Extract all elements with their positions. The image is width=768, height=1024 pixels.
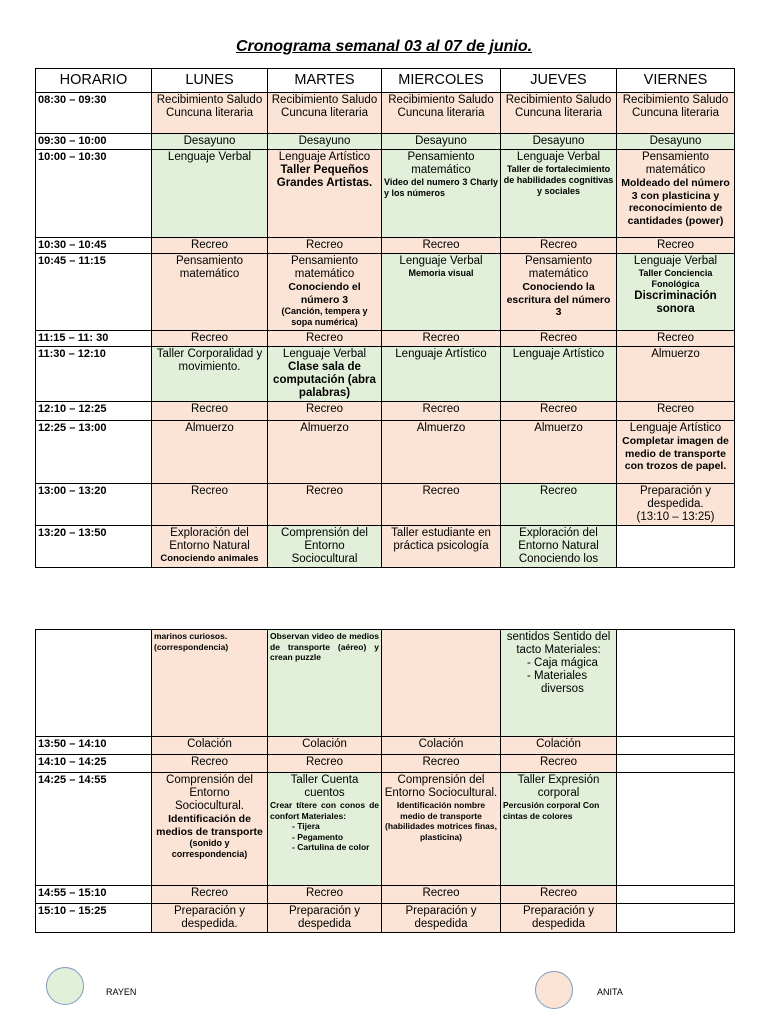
cell-viernes xyxy=(617,526,735,568)
cell-jueves: Recreo xyxy=(501,886,617,904)
cell-martes: Desayuno xyxy=(268,134,382,150)
cell-miercoles: Recreo xyxy=(382,238,501,254)
cell-lunes: Colación xyxy=(152,737,268,755)
legend-rayen-swatch xyxy=(46,967,84,1005)
cell-jueves: Pensamiento matemático Conociendo la escritura del número 3 xyxy=(501,254,617,331)
cell-miercoles: Taller estudiante en práctica psicología xyxy=(382,526,501,568)
cell-viernes: Recreo xyxy=(617,238,735,254)
cell-jueves: Colación xyxy=(501,737,617,755)
cell-lunes: Recreo xyxy=(152,331,268,347)
cell-lunes: Preparación y despedida. xyxy=(152,904,268,933)
cell-martes: Lenguaje Verbal Clase sala de computación (abra palabras) xyxy=(268,347,382,402)
header-row xyxy=(36,69,735,93)
time-cell: 13:20 – 13:50 xyxy=(36,526,152,568)
time-cell xyxy=(36,630,152,737)
cell-viernes xyxy=(617,904,735,933)
table-row xyxy=(36,402,735,421)
cell-miercoles: Pensamiento matemático Video del numero 3 Charly y los números xyxy=(382,150,501,238)
materials-list xyxy=(270,821,379,853)
cell-jueves: Exploración del Entorno Natural Conociendo los xyxy=(501,526,617,568)
cell-lunes: Lenguaje Verbal xyxy=(152,150,268,238)
cell-jueves: Almuerzo xyxy=(501,421,617,484)
cell-lunes: Recreo xyxy=(152,755,268,773)
cell-miercoles: Lenguaje Artístico xyxy=(382,347,501,402)
cell-martes: Observan video de medios de transporte (aéreo) y crean puzzle xyxy=(268,630,382,737)
cell-viernes: Pensamiento matemático Moldeado del número 3 con plasticina y reconocimiento de cantidades (power) xyxy=(617,150,735,238)
time-cell: 09:30 – 10:00 xyxy=(36,134,152,150)
header-lunes: LUNES xyxy=(152,69,268,93)
cell-martes: Preparación y despedida xyxy=(268,904,382,933)
cell-miercoles: Recreo xyxy=(382,484,501,526)
cell-viernes xyxy=(617,886,735,904)
cell-viernes: Lenguaje Verbal Taller Conciencia Fonológica Discriminación sonora xyxy=(617,254,735,331)
cell-martes: Colación xyxy=(268,737,382,755)
legend-rayen-label: RAYEN xyxy=(106,987,137,997)
cell-lunes: Comprensión del Entorno Sociocultural. Identificación de medios de transporte (sonido y correspondencia) xyxy=(152,773,268,886)
table-row xyxy=(36,331,735,347)
table-row xyxy=(36,134,735,150)
list-item: - Materiales diversos xyxy=(541,670,614,696)
cell-lunes: Taller Corporalidad y movimiento. xyxy=(152,347,268,402)
materials-list xyxy=(503,657,614,696)
cell-martes: Recreo xyxy=(268,402,382,421)
time-cell: 08:30 – 09:30 xyxy=(36,93,152,134)
cell-jueves: Preparación y despedida xyxy=(501,904,617,933)
cell-viernes xyxy=(617,630,735,737)
cell-miercoles: Recibimiento Saludo Cuncuna literaria xyxy=(382,93,501,134)
header-martes: MARTES xyxy=(268,69,382,93)
cell-lunes: Recreo xyxy=(152,886,268,904)
schedule-table-part-2 xyxy=(35,629,735,933)
cell-miercoles: Colación xyxy=(382,737,501,755)
time-cell: 11:15 – 11: 30 xyxy=(36,331,152,347)
cell-viernes xyxy=(617,773,735,886)
cell-martes: Recreo xyxy=(268,238,382,254)
cell-lunes: Recreo xyxy=(152,484,268,526)
table-row xyxy=(36,773,735,886)
time-cell: 10:30 – 10:45 xyxy=(36,238,152,254)
time-cell: 12:10 – 12:25 xyxy=(36,402,152,421)
table-row xyxy=(36,238,735,254)
list-item: - Caja mágica xyxy=(541,657,614,670)
header-jueves: JUEVES xyxy=(501,69,617,93)
cell-viernes xyxy=(617,737,735,755)
cell-martes: Recreo xyxy=(268,484,382,526)
page-title: Cronograma semanal 03 al 07 de junio. xyxy=(235,38,533,55)
cell-jueves: Taller Expresión corporal Percusión corporal Con cintas de colores xyxy=(501,773,617,886)
cell-viernes: Almuerzo xyxy=(617,347,735,402)
cell-jueves: sentidos Sentido del tacto Materiales: - Caja mágica - Materiales diversos xyxy=(501,630,617,737)
cell-miercoles: Recreo xyxy=(382,755,501,773)
table-row xyxy=(36,886,735,904)
cell-jueves: Lenguaje Artístico xyxy=(501,347,617,402)
cell-viernes: Desayuno xyxy=(617,134,735,150)
cell-lunes: Desayuno xyxy=(152,134,268,150)
time-cell: 14:10 – 14:25 xyxy=(36,755,152,773)
table-row xyxy=(36,526,735,568)
cell-miercoles: Desayuno xyxy=(382,134,501,150)
cell-jueves: Recibimiento Saludo Cuncuna literaria xyxy=(501,93,617,134)
table-row xyxy=(36,737,735,755)
cell-martes: Almuerzo xyxy=(268,421,382,484)
header-viernes: VIERNES xyxy=(617,69,735,93)
cell-viernes: Lenguaje Artístico Completar imagen de medio de transporte con trozos de papel. xyxy=(617,421,735,484)
cell-lunes: Recreo xyxy=(152,238,268,254)
time-cell: 14:25 – 14:55 xyxy=(36,773,152,886)
cell-martes: Recreo xyxy=(268,886,382,904)
cell-miercoles: Recreo xyxy=(382,331,501,347)
table-row xyxy=(36,347,735,402)
cell-miercoles: Comprensión del Entorno Sociocultural. Identificación nombre medio de transporte (habilidades motrices finas, plasticina) xyxy=(382,773,501,886)
list-item: - Pegamento xyxy=(306,832,379,843)
cell-lunes: Recreo xyxy=(152,402,268,421)
cell-jueves: Recreo xyxy=(501,331,617,347)
table-row xyxy=(36,254,735,331)
cell-viernes xyxy=(617,755,735,773)
schedule-table-part-1 xyxy=(35,68,735,568)
cell-jueves: Recreo xyxy=(501,755,617,773)
cell-lunes: Recibimiento Saludo Cuncuna literaria xyxy=(152,93,268,134)
legend-anita-swatch xyxy=(535,971,573,1009)
time-cell: 15:10 – 15:25 xyxy=(36,904,152,933)
cell-martes: Taller Cuenta cuentos Crear títere con conos de confort Materiales: - Tijera - Pegamento - Cartulina de color xyxy=(268,773,382,886)
time-cell: 13:00 – 13:20 xyxy=(36,484,152,526)
time-cell: 14:55 – 15:10 xyxy=(36,886,152,904)
header-horario: HORARIO xyxy=(36,69,152,93)
cell-viernes: Preparación y despedida. (13:10 – 13:25) xyxy=(617,484,735,526)
cell-martes: Recreo xyxy=(268,755,382,773)
time-cell: 10:00 – 10:30 xyxy=(36,150,152,238)
cell-viernes: Recreo xyxy=(617,402,735,421)
cell-martes: Recibimiento Saludo Cuncuna literaria xyxy=(268,93,382,134)
table-row xyxy=(36,484,735,526)
cell-miercoles: Recreo xyxy=(382,402,501,421)
cell-martes: Comprensión del Entorno Sociocultural xyxy=(268,526,382,568)
cell-martes: Pensamiento matemático Conociendo el número 3 (Canción, tempera y sopa numérica) xyxy=(268,254,382,331)
cell-lunes: Almuerzo xyxy=(152,421,268,484)
cell-miercoles: Recreo xyxy=(382,886,501,904)
cell-miercoles: Preparación y despedida xyxy=(382,904,501,933)
cell-miercoles xyxy=(382,630,501,737)
cell-jueves: Lenguaje Verbal Taller de fortalecimiento de habilidades cognitivas y sociales xyxy=(501,150,617,238)
list-item: - Cartulina de color xyxy=(306,842,379,853)
cell-viernes: Recibimiento Saludo Cuncuna literaria xyxy=(617,93,735,134)
time-cell: 12:25 – 13:00 xyxy=(36,421,152,484)
cell-jueves: Desayuno xyxy=(501,134,617,150)
table-row xyxy=(36,150,735,238)
table-row xyxy=(36,755,735,773)
header-miercoles: MIERCOLES xyxy=(382,69,501,93)
time-cell: 11:30 – 12:10 xyxy=(36,347,152,402)
cell-miercoles: Almuerzo xyxy=(382,421,501,484)
cell-lunes: Pensamiento matemático xyxy=(152,254,268,331)
table-row xyxy=(36,904,735,933)
table-row xyxy=(36,421,735,484)
cell-lunes: Exploración del Entorno Natural Conociendo animales xyxy=(152,526,268,568)
time-cell: 10:45 – 11:15 xyxy=(36,254,152,331)
cell-jueves: Recreo xyxy=(501,484,617,526)
table-row xyxy=(36,93,735,134)
cell-lunes: marinos curiosos. (correspondencia) xyxy=(152,630,268,737)
cell-miercoles: Lenguaje Verbal Memoria visual xyxy=(382,254,501,331)
legend-anita-label: ANITA xyxy=(597,987,623,997)
cell-jueves: Recreo xyxy=(501,402,617,421)
table-row xyxy=(36,630,735,737)
cell-martes: Recreo xyxy=(268,331,382,347)
cell-martes: Lenguaje Artístico Taller Pequeños Grandes Artistas. xyxy=(268,150,382,238)
time-cell: 13:50 – 14:10 xyxy=(36,737,152,755)
cell-jueves: Recreo xyxy=(501,238,617,254)
list-item: - Tijera xyxy=(306,821,379,832)
cell-viernes: Recreo xyxy=(617,331,735,347)
